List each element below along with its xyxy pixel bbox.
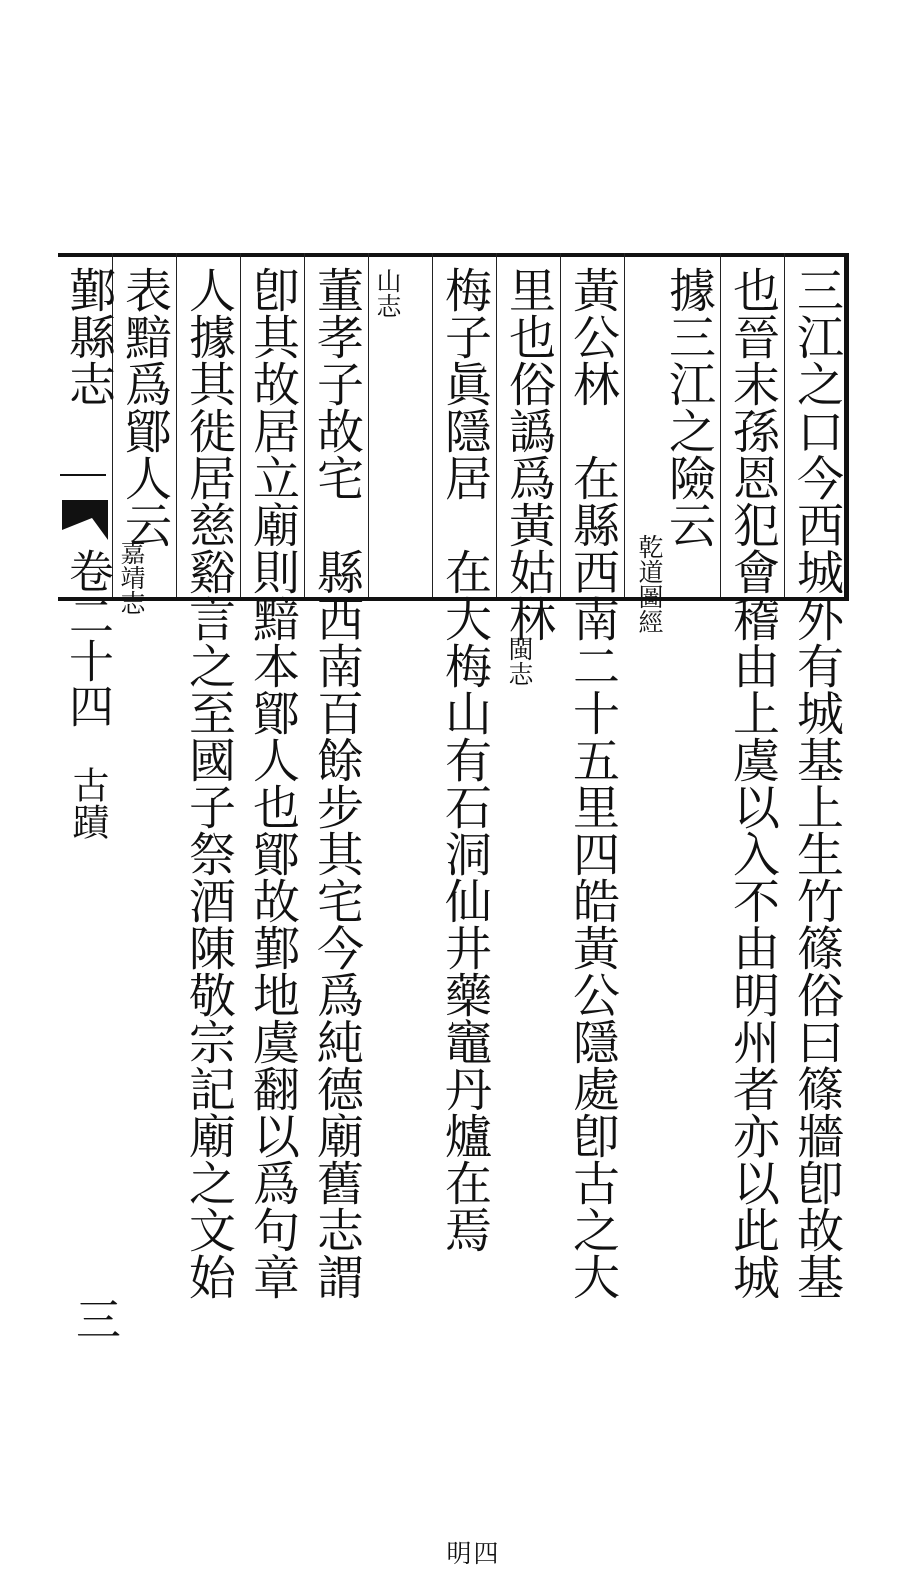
book-title: 鄞縣志 xyxy=(61,266,116,407)
column-rule xyxy=(240,253,241,597)
note-text: 四明 xyxy=(443,1540,499,1565)
note-text: 乾道圖經 xyxy=(635,534,664,634)
section-label: 古蹟 xyxy=(66,766,109,840)
note-text: 山志 xyxy=(373,268,402,318)
column-rule xyxy=(176,253,177,597)
text-column-2 xyxy=(724,266,780,1300)
text-column-11 xyxy=(116,266,172,548)
note-text: 閩志 xyxy=(505,636,534,686)
fish-tail-mark-icon xyxy=(62,500,108,544)
column-rule xyxy=(560,253,561,597)
text-column-1 xyxy=(788,266,844,1300)
note-text: 嘉靖志 xyxy=(117,540,146,615)
column-text: 梅子眞隱居 在大梅山有石洞仙井藥竈丹爐在焉 xyxy=(437,266,492,1253)
source-note-qiandao xyxy=(636,534,663,634)
column-text: 黃公林 在縣西南二十五里四皓黃公隱處卽古之大 xyxy=(565,266,620,1300)
text-column-5 xyxy=(500,266,556,642)
text-column-3 xyxy=(660,266,716,548)
column-text: 三江之口今西城外有城基上生竹篠俗曰篠牆卽故基 xyxy=(789,266,844,1300)
column-rule xyxy=(368,253,369,597)
column-text: 董孝子故宅 縣西南百餘步其宅今爲純德廟舊志謂 xyxy=(309,266,364,1300)
source-note-jiajing xyxy=(118,540,145,615)
text-column-6 xyxy=(436,266,492,1253)
column-text: 人據其徙居慈谿言之至國子祭酒陳敬宗記廟之文始 xyxy=(181,266,236,1300)
column-text: 據三江之險云 xyxy=(661,266,716,548)
page-margin xyxy=(60,266,121,1586)
margin-divider xyxy=(60,474,106,476)
column-text: 也晉末孫恩犯會稽由上虞以入不由明州者亦以此城 xyxy=(725,266,780,1300)
column-rule xyxy=(784,253,785,597)
source-note-siming xyxy=(444,1540,498,1565)
page-number: 三 xyxy=(68,1296,121,1341)
volume-label: 卷二十四 xyxy=(61,548,114,728)
column-rule xyxy=(720,253,721,597)
source-note-minzhi xyxy=(506,636,533,686)
column-rule xyxy=(624,253,625,597)
source-note-shanzhi xyxy=(374,268,401,318)
text-column-10 xyxy=(180,266,236,1300)
text-column-4 xyxy=(564,266,620,1300)
column-text: 里也俗譌爲黃姑林 xyxy=(501,266,556,642)
column-text: 卽其故居立廟則黯本鄮人也鄮故鄞地虞翻以爲句章 xyxy=(245,266,300,1300)
column-rule xyxy=(304,253,305,597)
column-rule xyxy=(496,253,497,597)
text-column-8 xyxy=(308,266,364,1300)
column-rule xyxy=(432,253,433,597)
text-column-9 xyxy=(244,266,300,1300)
column-text: 表黯爲鄮人云 xyxy=(117,266,172,548)
